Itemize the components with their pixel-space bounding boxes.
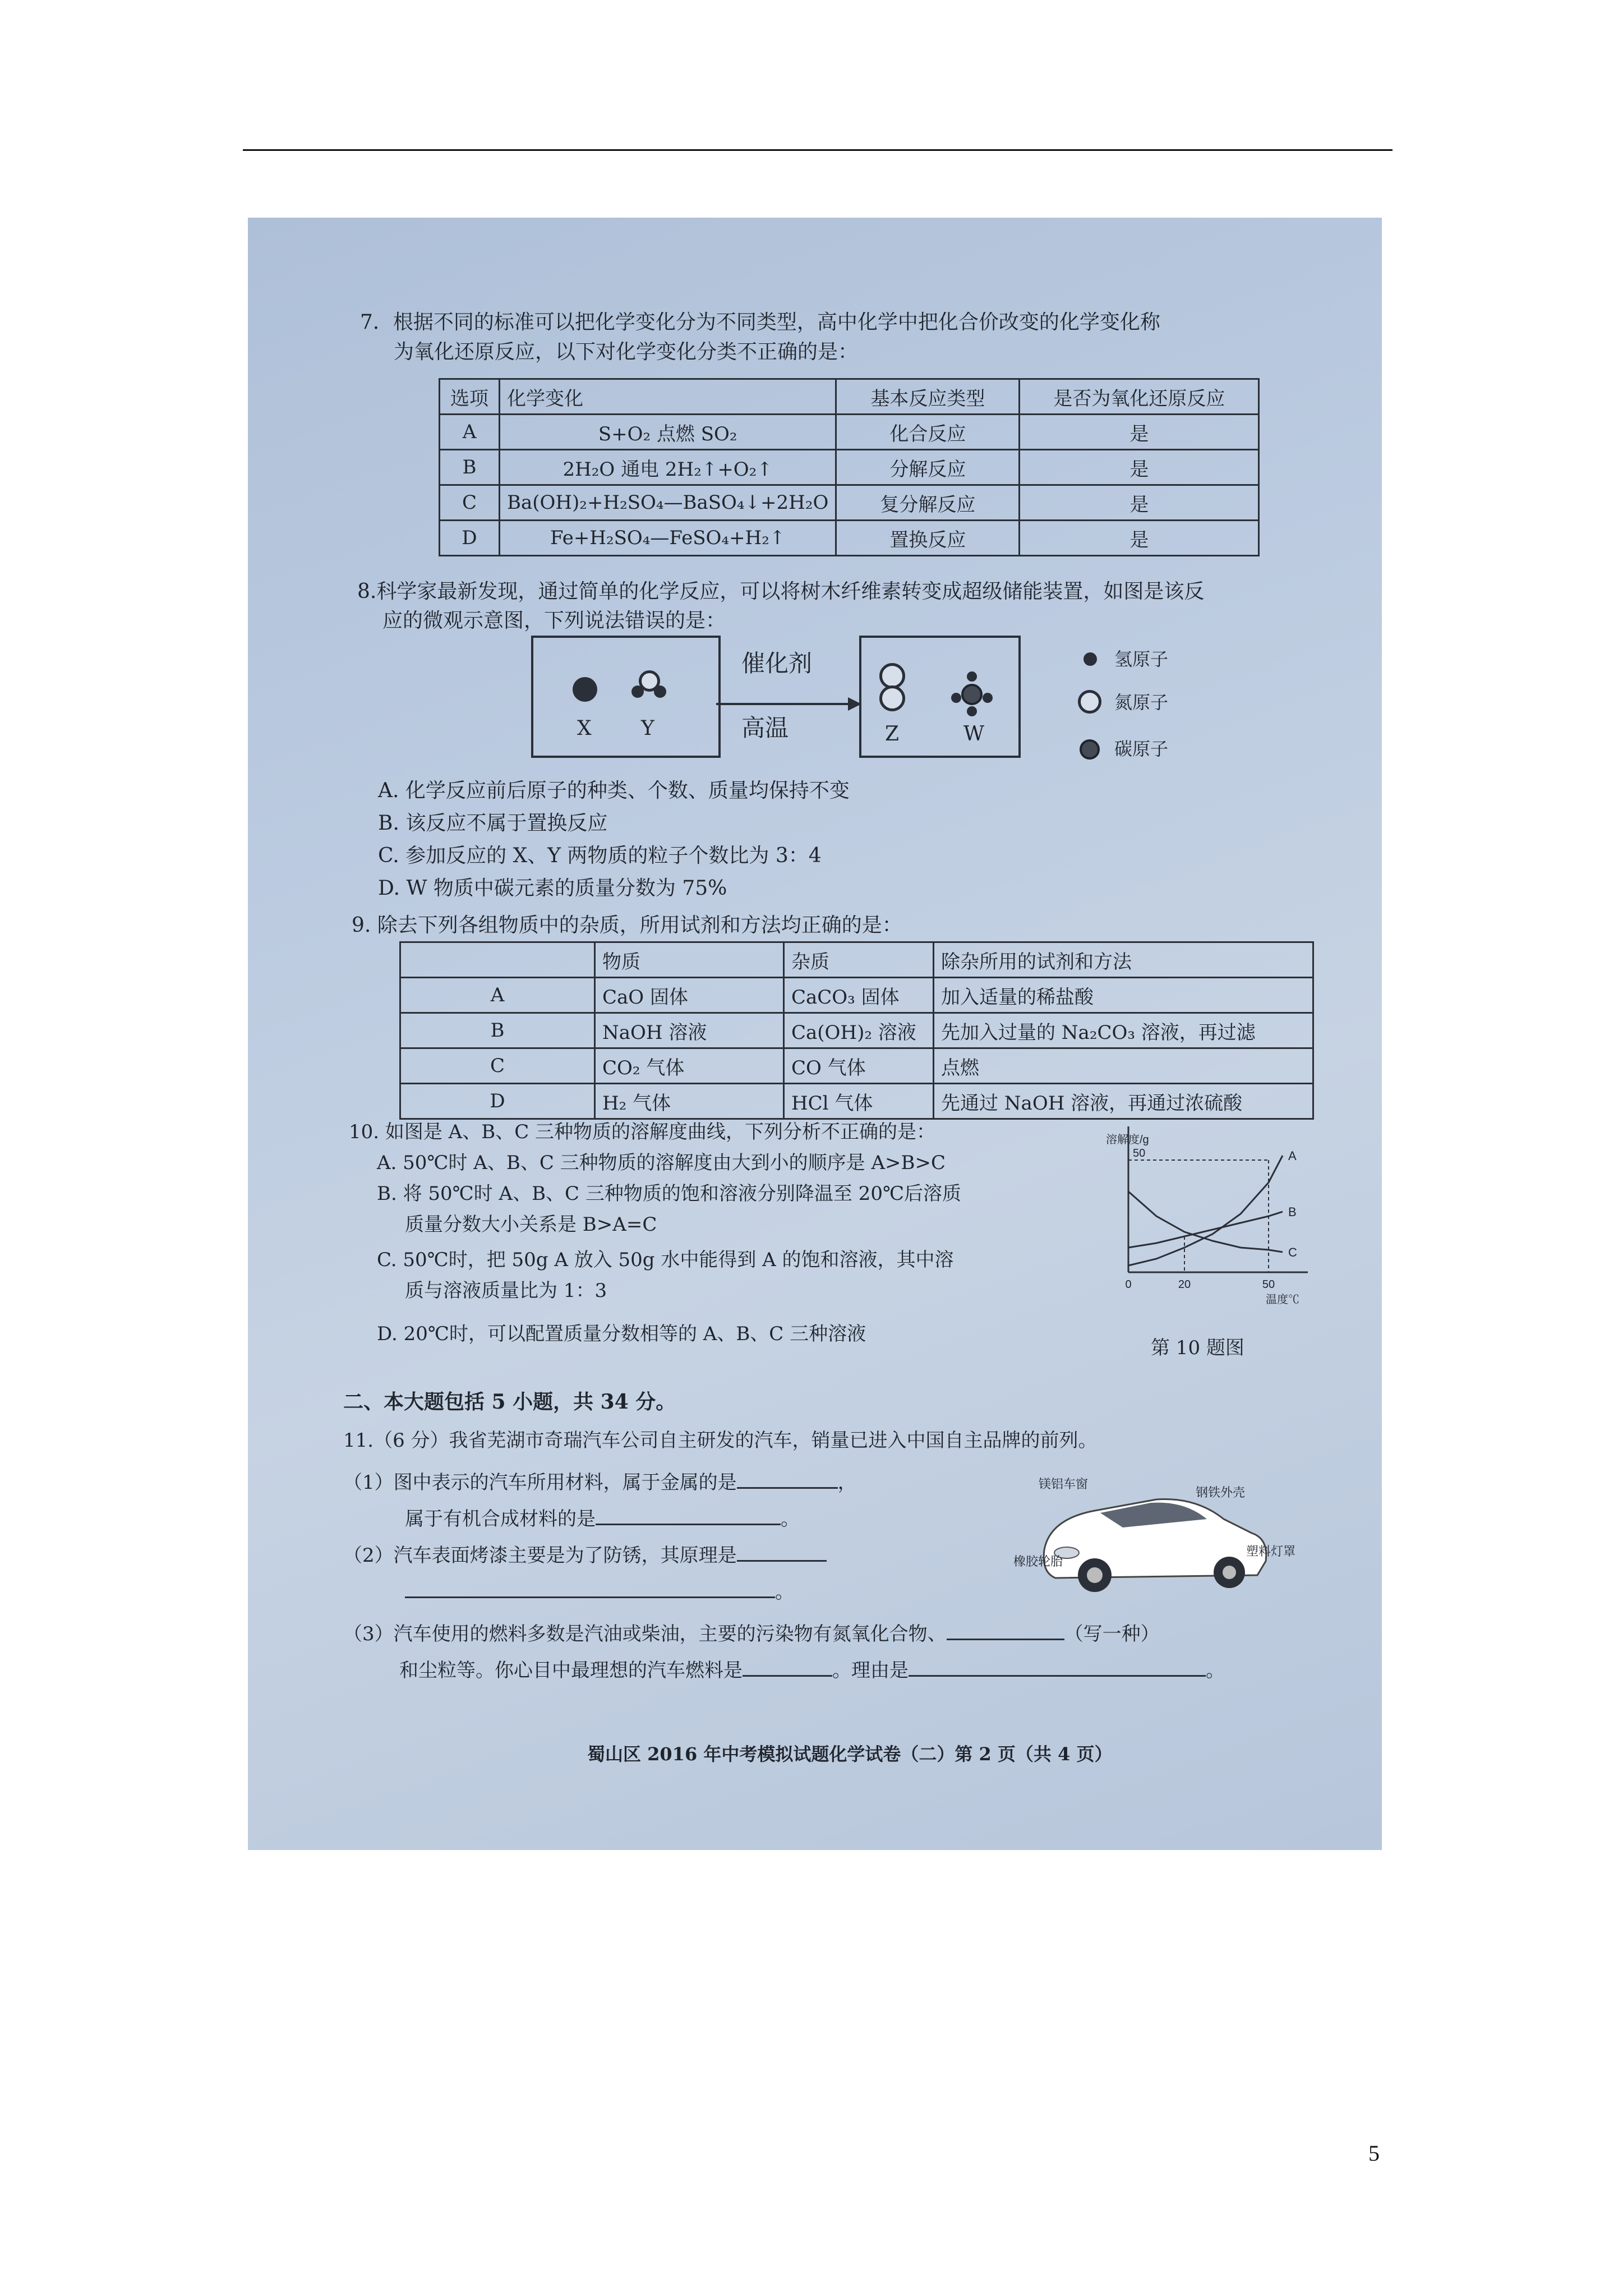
table-cell: 点燃 [934, 1048, 1313, 1084]
catalyst-label: 催化剂 [741, 650, 813, 677]
w-molecule-atom [967, 706, 977, 716]
x-molecule [573, 677, 597, 702]
x-tick-label: 0 [1125, 1278, 1132, 1291]
table-cell: 2H₂O 通电 2H₂↑+O₂↑ [500, 450, 836, 485]
car-illustration [1011, 1466, 1302, 1595]
table-row [400, 942, 1313, 978]
q11-stem: 11.（6 分）我省芜湖市奇瑞汽车公司自主研发的汽车，销量已进入中国自主品牌的前列。 [343, 1429, 1098, 1452]
table-row [400, 978, 1313, 1013]
q11-part3-line2: 和尘粒等。你心目中最理想的汽车燃料是 。理由是 。 [399, 1659, 1225, 1682]
table-cell: 化合反应 [836, 415, 1020, 450]
table-cell: 复分解反应 [836, 485, 1020, 521]
table-header: 选项 [440, 379, 500, 415]
table-cell: B [400, 1013, 595, 1048]
y-axis-label: 溶解度/g [1106, 1134, 1149, 1146]
answer-blank[interactable] [909, 1675, 1206, 1677]
q11-part1-text: （1）图中表示的汽车所用材料，属于金属的是 [343, 1471, 737, 1494]
q8-stem-line2: 应的微观示意图，下列说法错误的是： [382, 609, 726, 632]
answer-blank[interactable] [743, 1675, 832, 1677]
table-cell: B [440, 450, 500, 485]
q11-part3b-text: 和尘粒等。你心目中最理想的汽车燃料是 [399, 1659, 743, 1682]
table-cell: 分解反应 [836, 450, 1020, 485]
q10-stem: 10. 如图是 A、B、C 三种物质的溶解度曲线，下列分析不正确的是： [349, 1121, 936, 1143]
series-label-b: B [1288, 1205, 1297, 1219]
q9-stem: 9. 除去下列各组物质中的杂质，所用试剂和方法均正确的是： [352, 914, 902, 937]
table-cell: 置换反应 [836, 521, 1020, 556]
q10-option-c-line1: C. 50℃时，把 50g A 放入 50g 水中能得到 A 的饱和溶液，其中溶 [377, 1249, 954, 1271]
q11-part1-line1: （1）图中表示的汽车所用材料，属于金属的是 ， [343, 1471, 857, 1494]
series-line-c [1128, 1191, 1283, 1252]
section2-heading: 二、本大题包括 5 小题，共 34 分。 [343, 1390, 676, 1414]
q11-part3-line1 [343, 1623, 1160, 1646]
q10-option-d: D. 20℃时，可以配置质量分数相等的 A、B、C 三种溶液 [377, 1323, 866, 1345]
car-label: 橡胶轮胎 [1013, 1554, 1063, 1568]
x-tick-label: 20 [1178, 1278, 1191, 1291]
page-footer: 蜀山区 2016 年中考模拟试题化学试卷（二）第 2 页（共 4 页） [587, 1743, 1113, 1765]
q8-option-c: C. 参加反应的 X、Y 两物质的粒子个数比为 3：4 [378, 844, 822, 867]
table-row [400, 1013, 1313, 1048]
x-axis-label: 温度℃ [1266, 1294, 1299, 1306]
solubility-chart [1089, 1121, 1325, 1312]
nitrogen-atom-icon [1078, 690, 1101, 714]
table-cell: CO₂ 气体 [595, 1048, 784, 1084]
q11-part2-line2: 。 [405, 1581, 794, 1604]
q8-option-a: A. 化学反应前后原子的种类、个数、质量均保持不变 [378, 779, 850, 802]
label-y: Y [641, 717, 654, 740]
z-molecule-atom [879, 685, 905, 711]
reactants-box [531, 636, 721, 758]
q11-part2-text: （2）汽车表面烤漆主要是为了防锈，其原理是 [343, 1544, 737, 1567]
car-label: 镁铝车窗 [1039, 1477, 1089, 1491]
table-header: 化学变化 [500, 379, 836, 415]
car-label: 钢铁外壳 [1196, 1485, 1246, 1499]
w-molecule-atom [967, 671, 977, 682]
q8-option-b: B. 该反应不属于置换反应 [378, 812, 608, 835]
answer-blank[interactable] [947, 1639, 1064, 1640]
answer-blank[interactable] [737, 1487, 838, 1489]
table-header [400, 942, 595, 978]
table-header: 物质 [595, 942, 784, 978]
y-tick-label: 50 [1133, 1147, 1146, 1159]
table-header: 基本反应类型 [836, 379, 1020, 415]
legend-hydrogen: 氢原子 [1114, 648, 1169, 670]
q7-table [439, 378, 1260, 556]
table-cell: 是 [1020, 521, 1259, 556]
q11-part3b-tail: 。理由是 [832, 1659, 909, 1682]
label-w: W [963, 723, 985, 746]
q8-stem-line1: 8.科学家最新发现，通过简单的化学反应，可以将树木纤维素转变成超级储能装置，如图是该反 [357, 580, 1205, 603]
table-cell: CO 气体 [784, 1048, 934, 1084]
w-molecule-atom [983, 693, 993, 703]
q9-table [399, 941, 1314, 1120]
table-cell: C [400, 1048, 595, 1084]
table-cell: NaOH 溶液 [595, 1013, 784, 1048]
q7-stem-line2: 为氧化还原反应，以下对化学变化分类不正确的是： [394, 341, 859, 364]
reaction-arrow [716, 703, 851, 705]
carbon-atom-icon [1080, 739, 1100, 760]
table-cell: C [440, 485, 500, 521]
q11-part3-tail: （写一种） [1064, 1623, 1160, 1645]
table-cell: 是 [1020, 450, 1259, 485]
table-cell: HCl 气体 [784, 1084, 934, 1119]
series-label-c: C [1288, 1245, 1297, 1259]
exam-photo [248, 218, 1382, 1850]
q11-part1b-text: 属于有机合成材料的是 [405, 1508, 596, 1530]
table-row [400, 1084, 1313, 1119]
answer-blank[interactable] [737, 1560, 827, 1562]
table-row [440, 415, 1259, 450]
y-molecule-atom [654, 685, 666, 698]
table-cell: CaCO₃ 固体 [784, 978, 934, 1013]
table-header: 是否为氧化还原反应 [1020, 379, 1259, 415]
table-cell: 先通过 NaOH 溶液，再通过浓硫酸 [934, 1084, 1313, 1119]
table-cell: Ba(OH)₂+H₂SO₄—BaSO₄↓+2H₂O [500, 485, 836, 521]
table-cell: 加入适量的稀盐酸 [934, 978, 1313, 1013]
legend-nitrogen: 氮原子 [1114, 692, 1169, 713]
q10-option-b-line2: 质量分数大小关系是 B>A=C [405, 1213, 657, 1236]
w-molecule-atom [961, 684, 983, 705]
label-x: X [577, 717, 592, 740]
answer-blank[interactable] [596, 1524, 781, 1525]
table-cell: S+O₂ 点燃 SO₂ [500, 415, 836, 450]
table-row [440, 450, 1259, 485]
table-cell: Ca(OH)₂ 溶液 [784, 1013, 934, 1048]
table-header: 杂质 [784, 942, 934, 978]
q10-caption: 第 10 题图 [1151, 1337, 1244, 1359]
table-row [400, 1048, 1313, 1084]
q11-part1-line2: 属于有机合成材料的是 。 [405, 1508, 800, 1530]
q10-option-c-line2: 质与溶液质量比为 1：3 [405, 1280, 607, 1302]
table-row [440, 521, 1259, 556]
header-rule [243, 149, 1393, 151]
legend-carbon: 碳原子 [1114, 738, 1169, 760]
hydrogen-atom-icon [1083, 652, 1097, 666]
q11-part3-text: （3）汽车使用的燃料多数是汽油或柴油，主要的污染物有氮氧化合物、 [343, 1623, 947, 1645]
q7-stem-line1: 7．根据不同的标准可以把化学变化分为不同类型，高中化学中把化合价改变的化学变化称 [360, 311, 1160, 334]
table-row [440, 379, 1259, 415]
q8-option-d: D. W 物质中碳元素的质量分数为 75% [378, 877, 727, 900]
x-tick-label: 50 [1262, 1278, 1275, 1291]
series-line-b [1128, 1212, 1283, 1248]
table-header: 除杂所用的试剂和方法 [934, 942, 1313, 978]
q10-option-a: A. 50℃时 A、B、C 三种物质的溶解度由大到小的顺序是 A>B>C [377, 1152, 946, 1174]
label-z: Z [885, 723, 900, 746]
table-cell: A [400, 978, 595, 1013]
table-cell: 先加入过量的 Na₂CO₃ 溶液，再过滤 [934, 1013, 1313, 1048]
table-cell: 是 [1020, 485, 1259, 521]
answer-blank[interactable] [405, 1596, 775, 1598]
table-row [440, 485, 1259, 521]
table-cell: Fe+H₂SO₄—FeSO₄+H₂↑ [500, 521, 836, 556]
car-label: 塑料灯罩 [1246, 1544, 1296, 1558]
table-cell: 是 [1020, 415, 1259, 450]
table-cell: D [400, 1084, 595, 1119]
q11-part2-line1 [343, 1544, 827, 1567]
table-cell: A [440, 415, 500, 450]
table-cell: D [440, 521, 500, 556]
w-molecule-atom [951, 693, 961, 703]
series-label-a: A [1288, 1149, 1297, 1163]
page-number: 5 [1368, 2141, 1380, 2166]
table-cell: CaO 固体 [595, 978, 784, 1013]
condition-label: 高温 [741, 714, 789, 742]
table-cell: H₂ 气体 [595, 1084, 784, 1119]
q10-option-b-line1: B. 将 50℃时 A、B、C 三种物质的饱和溶液分别降温至 20℃后溶质 [377, 1182, 961, 1205]
products-box [859, 636, 1021, 758]
